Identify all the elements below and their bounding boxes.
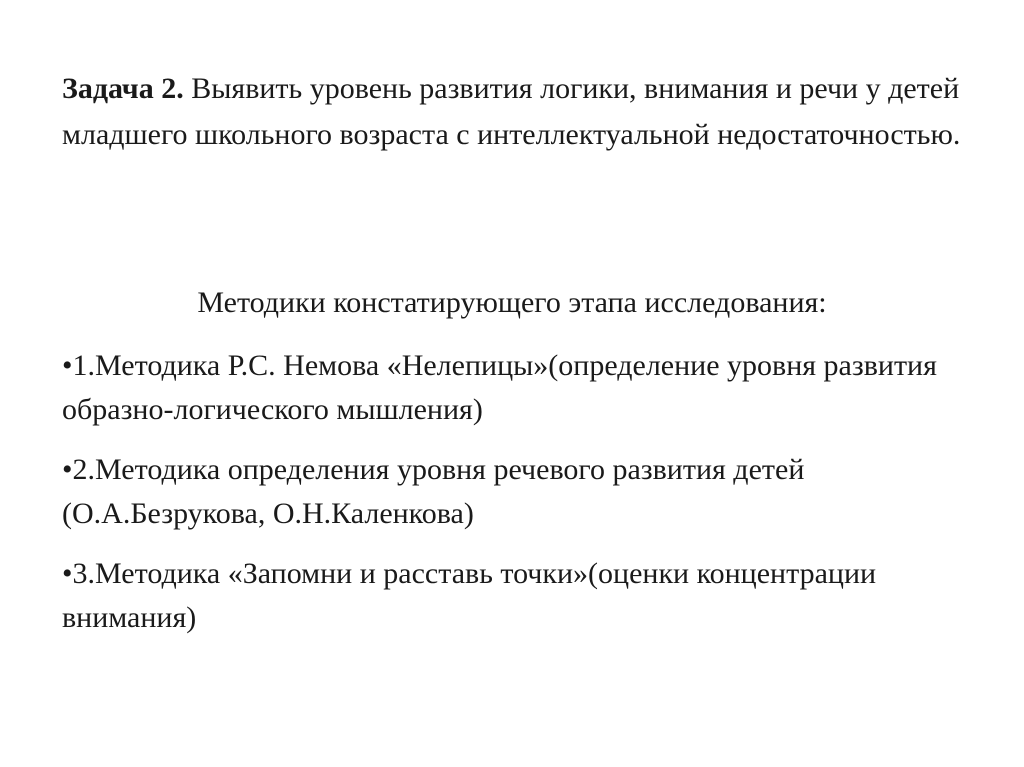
methods-list: [62, 344, 962, 656]
task-paragraph: [62, 66, 962, 158]
task-text: Выявить уровень развития логики, внимания и речи у детей младшего школьного возраста с интеллектуальной недостаточностью.: [62, 72, 961, 151]
method-item: •1.Методика Р.С. Немова «Нелепицы»(определение уровня развития образно-логического мышления): [62, 349, 937, 426]
task-label: Задача 2.: [62, 72, 184, 105]
method-item: •3.Методика «Запомни и расставь точки»(оценки концентрации внимания): [62, 557, 877, 634]
methods-heading: Методики констатирующего этапа исследования:: [197, 286, 827, 319]
method-item: •2.Методика определения уровня речевого развития детей (О.А.Безрукова, О.Н.Каленкова): [62, 453, 805, 530]
